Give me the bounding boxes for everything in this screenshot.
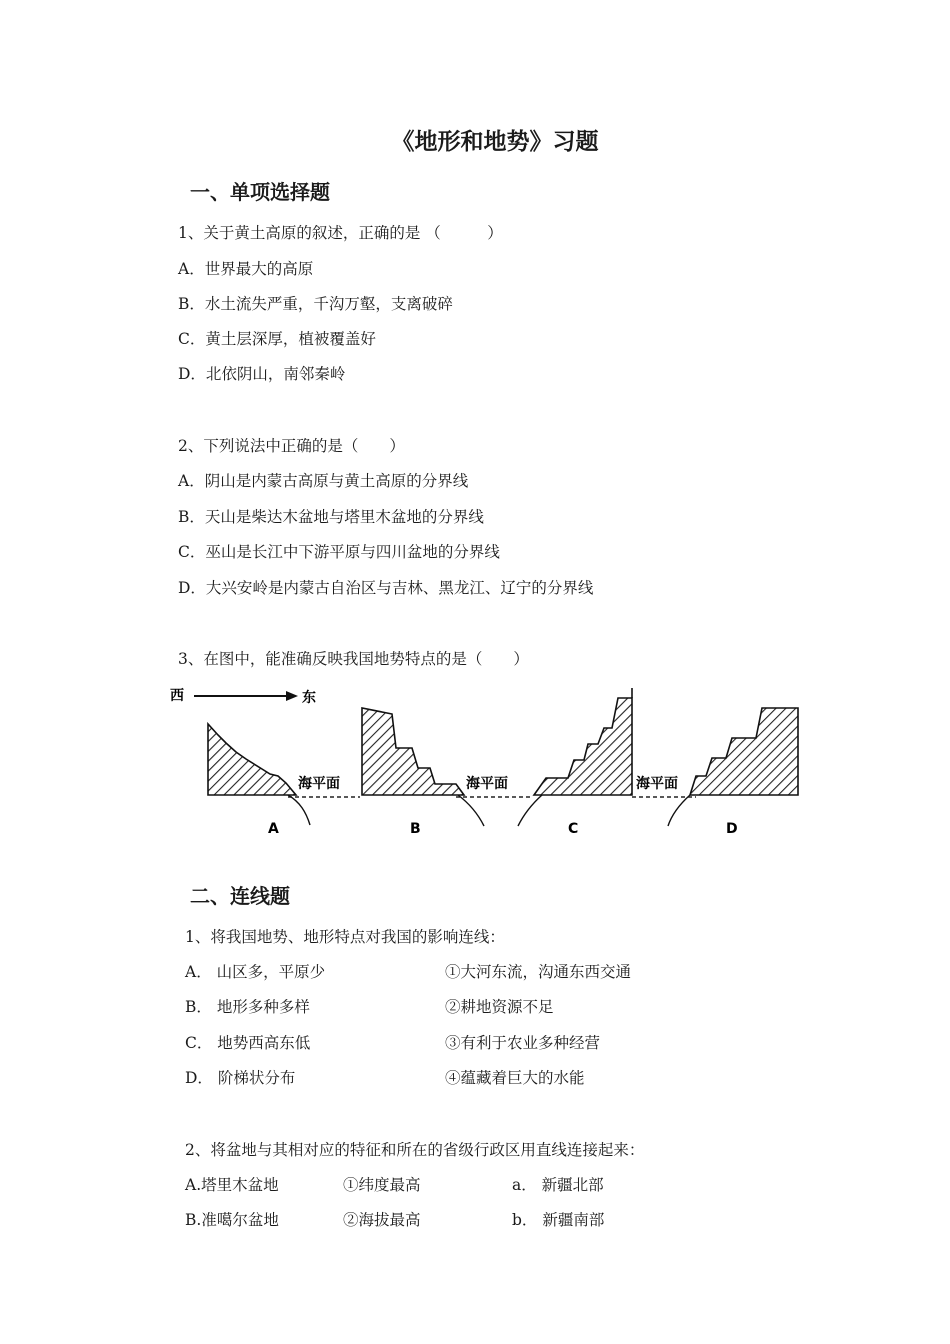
match-2-region-b: b． 新疆南部 [512,1211,605,1229]
match-1-right-1: ①大河东流，沟通东西交通 [445,963,632,981]
profile-c-coast [518,795,542,826]
profile-c-terrain [534,698,632,795]
match-2-region-a: a． 新疆北部 [512,1176,604,1194]
question-1-option-b: B．水土流失严重，千沟万壑，支离破碎 [178,295,453,313]
match-2-basin-a: A.塔里木盆地 [185,1176,279,1194]
match-2-basin-b: B.准噶尔盆地 [185,1211,279,1229]
east-label: 东 [302,690,316,706]
match-2-feature-2: ②海拔最高 [343,1211,421,1229]
match-1-right-3: ③有利于农业多种经营 [445,1034,601,1052]
question-2-option-c: C．巫山是长江中下游平原与四川盆地的分界线 [178,543,500,561]
question-2-option-a: A．阴山是内蒙古高原与黄土高原的分界线 [178,472,469,490]
match-1-right-2: ②耕地资源不足 [445,998,554,1016]
profile-a-terrain [208,724,296,795]
question-1-option-a: A．世界最大的高原 [178,260,314,278]
match-2-stem: 2、将盆地与其相对应的特征和所在的省级行政区用直线连接起来： [185,1141,645,1159]
section-heading-single-choice: 一、单项选择题 [190,180,330,204]
profile-b-terrain [362,708,464,795]
profile-b-coast [458,795,484,826]
question-1-option-c: C．黄土层深厚，植被覆盖好 [178,330,376,348]
terrain-profile-diagram [160,680,810,865]
question-1-option-d: D．北依阴山，南邻秦岭 [178,365,346,383]
section-heading-matching: 二、连线题 [190,884,290,908]
match-1-left-c: C． 地势西高东低 [185,1034,311,1052]
match-1-stem: 1、将我国地势、地形特点对我国的影响连线： [185,928,505,946]
question-2-option-b: B．天山是柴达木盆地与塔里木盆地的分界线 [178,508,484,526]
profile-d-label: D [726,821,738,837]
west-label: 西 [170,688,184,704]
profile-d-coast [668,795,690,826]
match-1-left-d: D． 阶梯状分布 [185,1069,296,1087]
question-1-stem: 1、关于黄土高原的叙述，正确的是 （ ） [178,224,503,242]
direction-arrow-head [286,691,298,701]
profile-a-coast [288,795,310,825]
match-1-right-4: ④蕴藏着巨大的水能 [445,1069,585,1087]
profile-b-sea-level-label: 海平面 [466,776,508,792]
question-2-stem: 2、下列说法中正确的是（ ） [178,437,405,455]
profile-b-label: B [410,821,421,837]
profile-a-sea-level-label: 海平面 [298,776,340,792]
page-title: 《地形和地势》习题 [391,128,599,155]
profile-c-label: C [568,821,579,837]
match-1-left-b: B． 地形多种多样 [185,998,310,1016]
match-2-feature-1: ①纬度最高 [343,1176,421,1194]
question-3-stem: 3、在图中，能准确反映我国地势特点的是（ ） [178,650,529,668]
profile-a-label: A [268,821,279,837]
match-1-left-a: A． 山区多，平原少 [185,963,326,981]
profile-d-terrain [690,708,798,795]
profile-d-sea-level-label: 海平面 [636,776,678,792]
question-2-option-d: D．大兴安岭是内蒙古自治区与吉林、黑龙江、辽宁的分界线 [178,579,594,597]
